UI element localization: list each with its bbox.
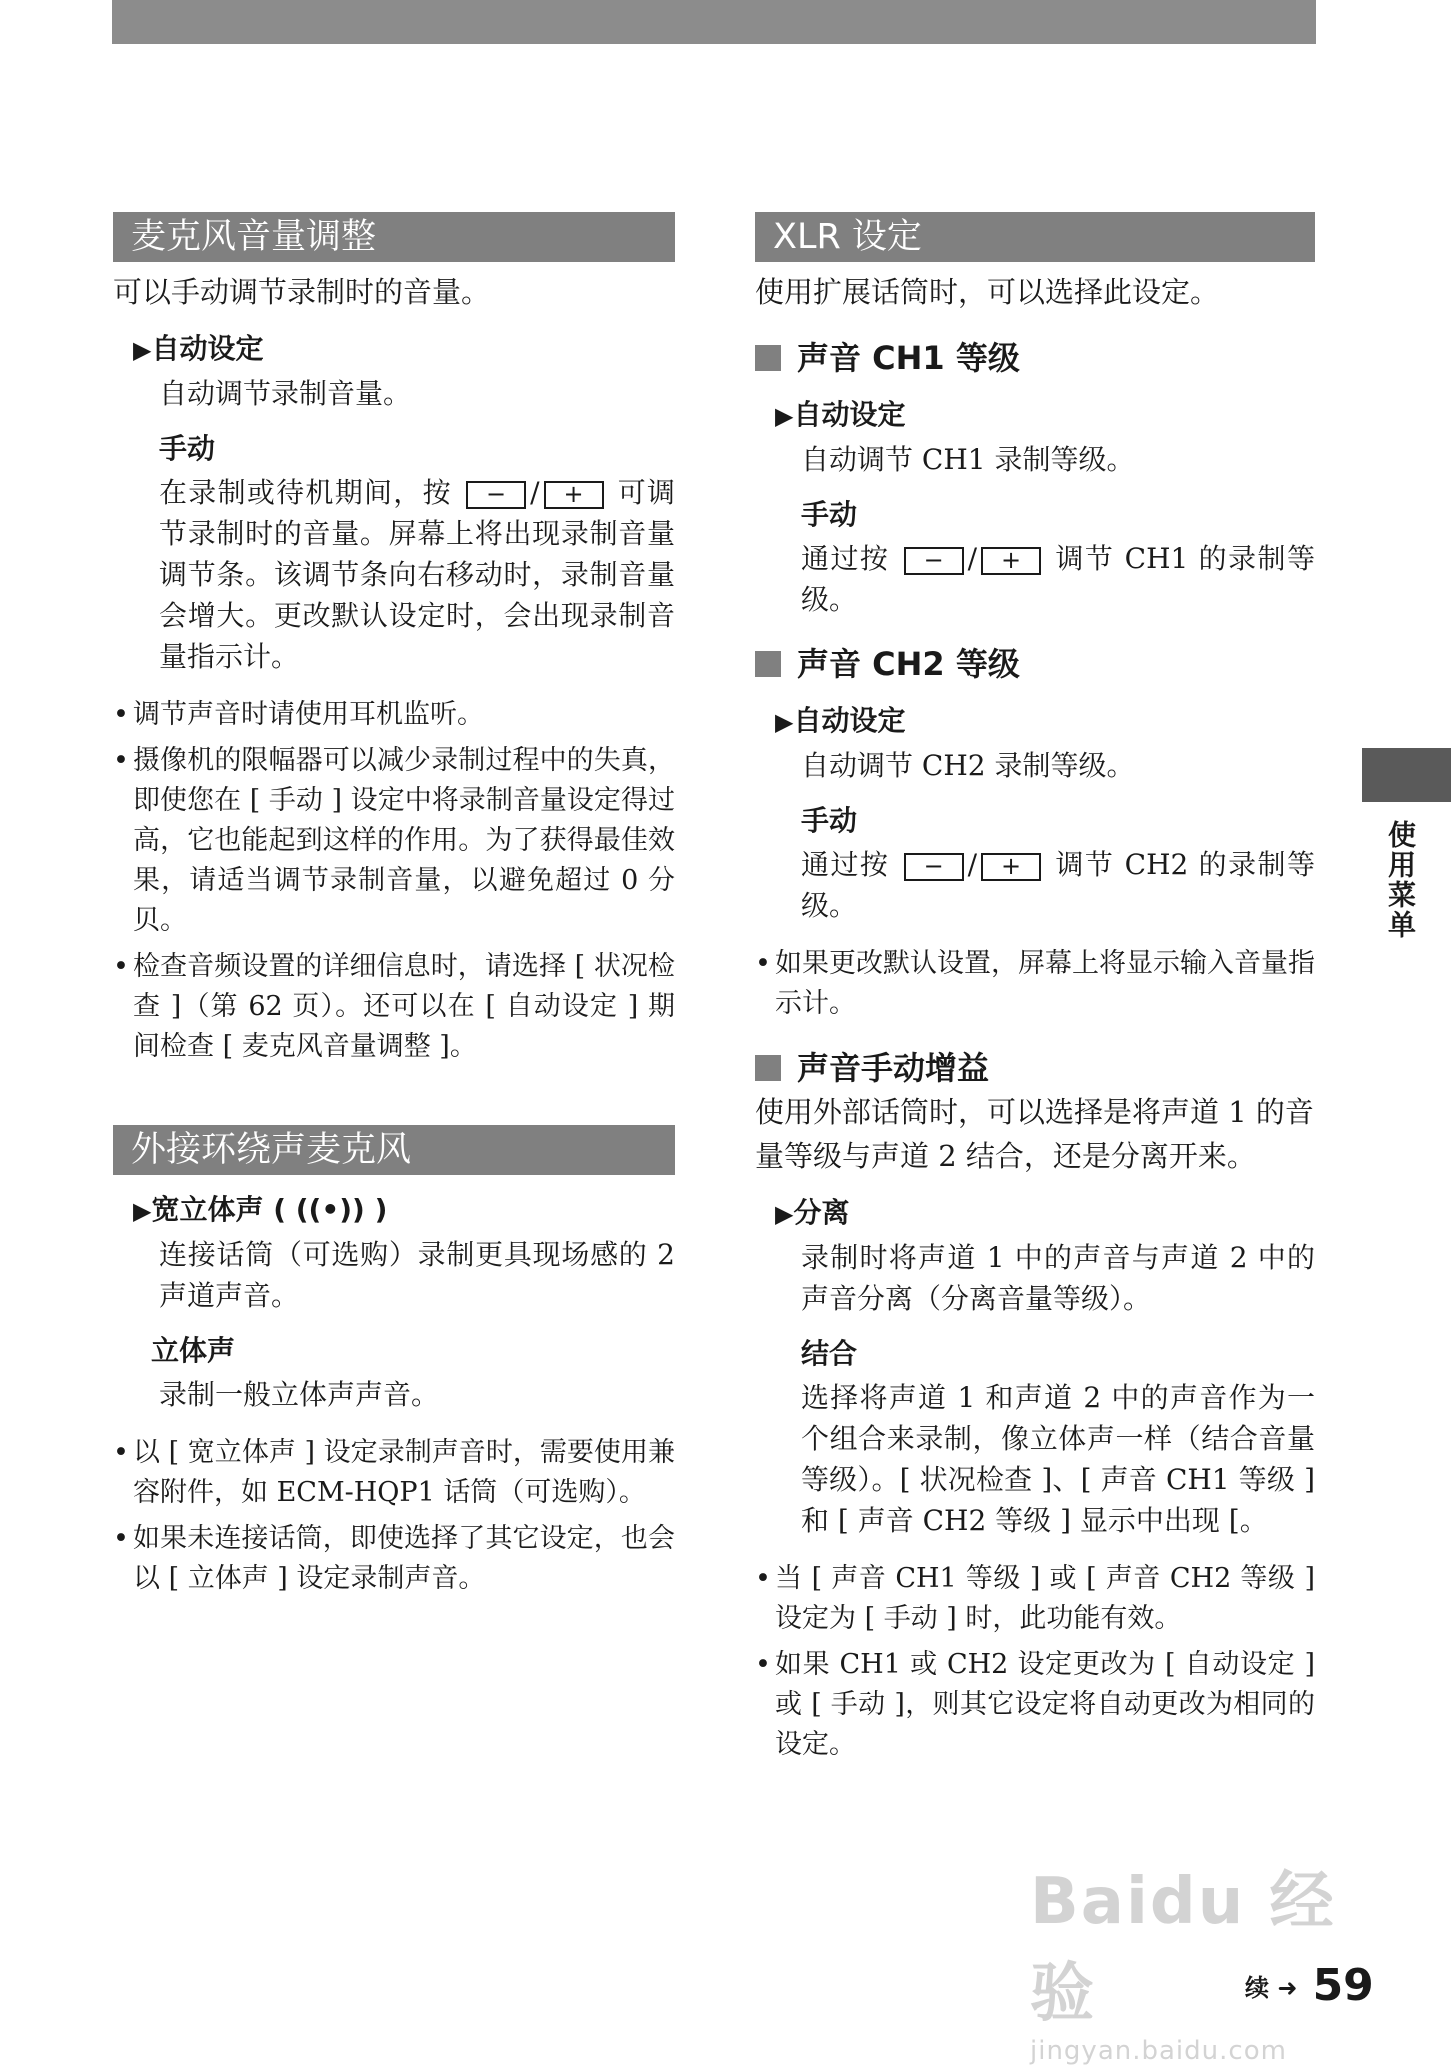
option-heading-manual: 手动 [801, 804, 858, 837]
triangle-right-icon: ▶ [775, 1200, 794, 1228]
option-heading-manual: 手动 [159, 432, 216, 465]
triangle-right-icon: ▶ [133, 336, 152, 364]
notes-list [113, 695, 675, 1067]
page-footer [1245, 1960, 1374, 2011]
slash: / [967, 542, 978, 575]
triangle-right-icon: ▶ [775, 402, 794, 430]
slash: / [530, 476, 540, 509]
desc-text: 调节 CH1 的录制等级。 [801, 542, 1315, 616]
baidu-watermark [1030, 1850, 1390, 2066]
square-bullet-icon [755, 345, 781, 371]
watermark-url: jingyan.baidu.com [1030, 2036, 1287, 2066]
note-item: • 如果未连接话筒，即使选择了其它设定，也会以 [ 立体声 ] 设定录制声音。 [113, 1519, 675, 1599]
minus-key-icon: − [904, 853, 964, 881]
note-item: • 摄像机的限幅器可以减少录制过程中的失真，即使您在 [ 手动 ] 设定中将录制音量设定得过高，它也能起到这样的作用。为了获得最佳效果，请适当调节录制音量，以避免超过 0 分贝。 [113, 741, 675, 941]
plus-key-icon: + [981, 853, 1041, 881]
subhead-ch1-level [755, 336, 1315, 380]
section-title-ext-surround-mic: 外接环绕声麦克风 [113, 1125, 675, 1175]
right-column [755, 212, 1315, 1771]
option-description: 录制一般立体声声音。 [159, 1378, 440, 1411]
option-heading-auto [755, 396, 1315, 435]
note-item: • 调节声音时请使用耳机监听。 [113, 695, 675, 735]
note-item: • 当 [ 声音 CH1 等级 ] 或 [ 声音 CH2 等级 ] 设定为 [ 手动 ] 时，此功能有效。 [755, 1559, 1315, 1639]
option-heading-wide-stereo [113, 1191, 675, 1230]
desc-text: 通过按 [801, 848, 890, 881]
option-label: 分离 [793, 1196, 850, 1229]
option-heading-auto [755, 702, 1315, 741]
subhead-ch2-level [755, 642, 1315, 686]
option-label: 宽立体声 ( ((•)) ) [151, 1193, 388, 1226]
subhead-label: 声音手动增益 [797, 1049, 990, 1087]
option-heading-manual: 手动 [801, 498, 858, 531]
option-description: 连接话筒（可选购）录制更具现场感的 2 声道声音。 [159, 1238, 675, 1312]
note-item: • 如果更改默认设置，屏幕上将显示输入音量指示计。 [755, 944, 1315, 1024]
section-title-mic-volume: 麦克风音量调整 [113, 212, 675, 262]
desc-text: 在录制或待机期间，按 [159, 476, 452, 509]
notes-list [755, 1559, 1315, 1765]
notes-list [755, 944, 1315, 1024]
option-heading-auto [113, 330, 675, 369]
side-tab-label: 使用菜单 [1384, 820, 1417, 940]
option-heading-separate [755, 1194, 1315, 1233]
option-heading-combine: 结合 [801, 1337, 858, 1370]
subhead-manual-gain [755, 1046, 1315, 1090]
watermark-logo-text: Baidu 经验 [1030, 1865, 1336, 2031]
section-title-xlr: XLR 设定 [755, 212, 1315, 262]
plus-key-icon: + [544, 481, 604, 509]
top-header-bar [112, 0, 1316, 44]
option-heading-stereo: 立体声 [151, 1334, 236, 1367]
subhead-label: 声音 CH2 等级 [797, 645, 1020, 683]
left-column [113, 212, 675, 1605]
desc-text: 通过按 [801, 542, 890, 575]
subhead-label: 声音 CH1 等级 [797, 339, 1020, 377]
option-description-manual [801, 844, 1315, 926]
note-item: • 以 [ 宽立体声 ] 设定录制声音时，需要使用兼容附件，如 ECM-HQP1 话筒（可选购）。 [113, 1433, 675, 1513]
triangle-right-icon: ▶ [775, 708, 794, 736]
notes-list [113, 1433, 675, 1599]
minus-key-icon: − [466, 481, 526, 509]
section-intro: 使用扩展话筒时，可以选择此设定。 [755, 275, 1220, 309]
continued-label: 续 ➜ [1245, 1974, 1298, 2002]
option-description-manual [159, 472, 675, 677]
page-number: 59 [1312, 1960, 1374, 2011]
option-description: 录制时将声道 1 中的声音与声道 2 中的声音分离（分离音量等级）。 [801, 1241, 1315, 1315]
square-bullet-icon [755, 1055, 781, 1081]
option-label: 自动设定 [793, 398, 906, 431]
section-intro: 可以手动调节录制时的音量。 [113, 275, 491, 309]
option-label: 自动设定 [151, 332, 264, 365]
desc-text: 调节 CH2 的录制等级。 [801, 848, 1315, 922]
option-label: 自动设定 [793, 704, 906, 737]
square-bullet-icon [755, 651, 781, 677]
desc-text: 可调节录制时的音量。屏幕上将出现录制音量调节条。该调节条向右移动时，录制音量会增大。更改默认设定时，会出现录制音量指示计。 [159, 476, 675, 673]
note-item: • 如果 CH1 或 CH2 设定更改为 [ 自动设定 ] 或 [ 手动 ]，则其它设定将自动更改为相同的设定。 [755, 1645, 1315, 1765]
option-description: 自动调节 CH2 录制等级。 [801, 749, 1135, 782]
triangle-right-icon: ▶ [133, 1197, 152, 1225]
option-description-manual [801, 538, 1315, 620]
minus-key-icon: − [904, 547, 964, 575]
option-description: 选择将声道 1 和声道 2 中的声音作为一个组合来录制，像立体声一样（结合音量等级）。[ 状况检查 ]、[ 声音 CH1 等级 ] 和 [ 声音 CH2 等级 ] 显示中出现 [。 [801, 1381, 1315, 1537]
side-index-tab [1362, 748, 1451, 802]
option-description: 自动调节 CH1 录制等级。 [801, 443, 1135, 476]
slash: / [967, 848, 978, 881]
section-intro: 使用外部话筒时，可以选择是将声道 1 的音量等级与声道 2 结合，还是分离开来。 [755, 1095, 1314, 1173]
option-description: 自动调节录制音量。 [159, 377, 412, 410]
plus-key-icon: + [981, 547, 1041, 575]
note-item: • 检查音频设置的详细信息时，请选择 [ 状况检查 ]（第 62 页）。还可以在 [ 自动设定 ] 期间检查 [ 麦克风音量调整 ]。 [113, 947, 675, 1067]
